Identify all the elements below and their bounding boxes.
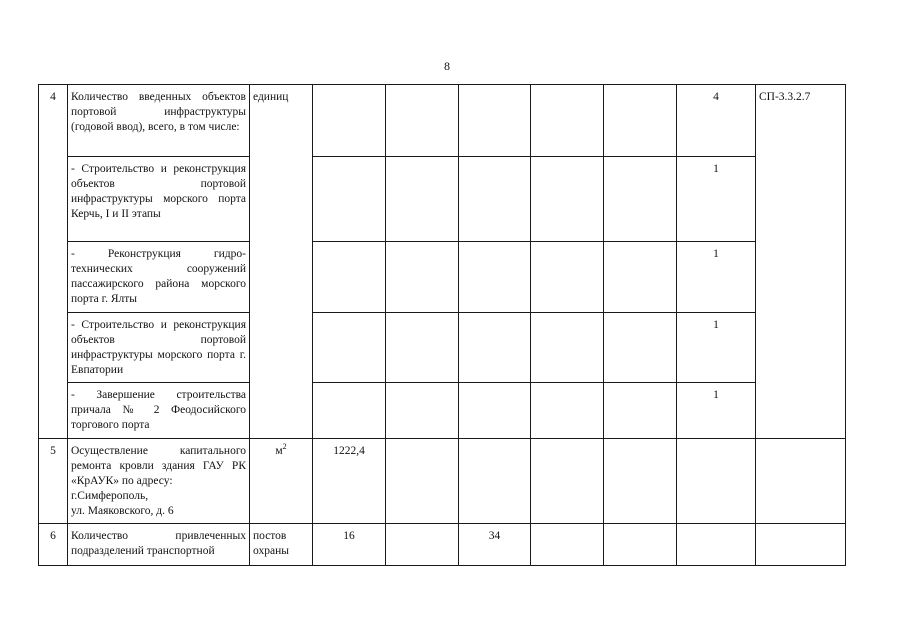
value-cell <box>386 524 459 566</box>
value-cell <box>313 157 386 242</box>
value-cell <box>531 439 604 524</box>
value-cell <box>604 524 677 566</box>
value-cell <box>531 383 604 439</box>
unit-cell: постов охраны <box>250 524 313 566</box>
value-cell: 1 <box>677 313 756 383</box>
description-line: г.Симферополь, <box>71 490 149 502</box>
value-cell <box>604 157 677 242</box>
indicator-description: - Строительство и реконструкция объектов портовой инфраструктуры морского порта Керчь, I и II этапы <box>68 157 250 242</box>
unit-cell: единиц <box>250 85 313 439</box>
value-cell <box>386 242 459 313</box>
indicator-description: Количество введенных объектов портовой инфраструктуры (годовой ввод), всего, в том числе: <box>68 85 250 157</box>
value-cell: 1 <box>677 157 756 242</box>
description-line: ул. Маяковского, д. 6 <box>71 505 174 517</box>
indicator-description: - Строительство и реконструкция объектов портовой инфраструктуры морского порта г. Евпатории <box>68 313 250 383</box>
table-row <box>39 157 846 242</box>
value-cell <box>459 383 531 439</box>
value-cell <box>386 313 459 383</box>
reference-cell <box>756 439 846 524</box>
value-cell <box>531 524 604 566</box>
indicator-description <box>68 439 250 524</box>
value-cell: 1 <box>677 242 756 313</box>
value-cell <box>313 383 386 439</box>
unit-cell <box>250 439 313 524</box>
value-cell <box>604 242 677 313</box>
value-cell <box>459 85 531 157</box>
table-row <box>39 242 846 313</box>
value-cell <box>677 524 756 566</box>
value-cell <box>604 85 677 157</box>
value-cell <box>531 157 604 242</box>
value-cell <box>386 439 459 524</box>
value-cell <box>386 85 459 157</box>
value-cell <box>531 313 604 383</box>
value-cell <box>459 242 531 313</box>
value-cell <box>459 157 531 242</box>
value-cell <box>313 313 386 383</box>
value-cell <box>531 85 604 157</box>
value-cell: 34 <box>459 524 531 566</box>
indicator-description: - Реконструкция гидро-технических сооружений пассажирского района морского порта г. Ялты <box>68 242 250 313</box>
value-cell: 1222,4 <box>313 439 386 524</box>
table-row <box>39 85 846 157</box>
row-number: 4 <box>39 85 68 439</box>
unit-base: м <box>275 445 283 457</box>
value-cell <box>604 439 677 524</box>
row-number: 6 <box>39 524 68 566</box>
reference-cell <box>756 524 846 566</box>
indicator-description: - Завершение строительства причала № 2 Феодосийского торгового порта <box>68 383 250 439</box>
value-cell: 1 <box>677 383 756 439</box>
value-cell <box>386 157 459 242</box>
value-cell <box>677 439 756 524</box>
table-row <box>39 313 846 383</box>
value-cell: 4 <box>677 85 756 157</box>
value-cell <box>313 85 386 157</box>
row-number: 5 <box>39 439 68 524</box>
page-number: 8 <box>444 59 450 73</box>
value-cell <box>459 313 531 383</box>
value-cell <box>604 313 677 383</box>
description-line: Осуществление капитального ремонта кровли здания ГАУ РК «КрАУК» по адресу: <box>71 445 246 487</box>
value-cell <box>313 242 386 313</box>
unit-superscript: 2 <box>282 442 287 452</box>
value-cell: 16 <box>313 524 386 566</box>
value-cell <box>459 439 531 524</box>
indicators-table <box>38 84 846 566</box>
value-cell <box>604 383 677 439</box>
value-cell <box>386 383 459 439</box>
value-cell <box>531 242 604 313</box>
reference-cell: СП-3.3.2.7 <box>756 85 846 439</box>
table-row <box>39 383 846 439</box>
table-row <box>39 439 846 524</box>
indicator-description: Количество привлеченных подразделений транспортной <box>68 524 250 566</box>
table-row <box>39 524 846 566</box>
